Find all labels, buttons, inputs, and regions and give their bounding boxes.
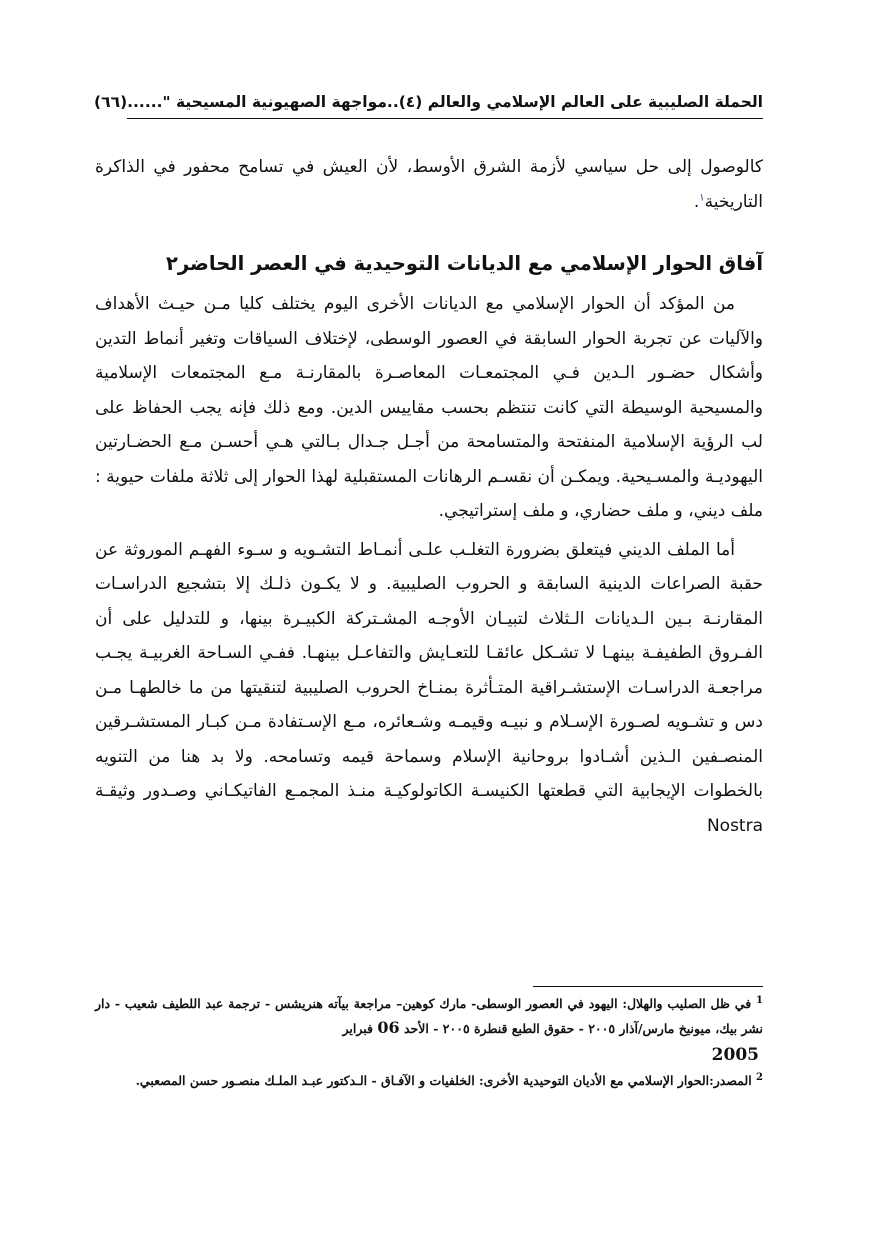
body-text (95, 150, 763, 843)
paragraph-1: من المؤكد أن الحوار الإسلامي مع الديانات الأخرى اليوم يختلف كليا مـن حيـث الأهداف والآليات عن تجربة الحوار السابقة في العصور الوسطى، لإختلاف السياقات وتغير أنماط التدين وأشكال حضـور الـدين فـي المجتمعـات المعاصـرة بالمقارنـة مـع المجتمعات الإسلامية والمسيحية الوسيطة التي كانت تنتظم بحسب مقاييس الدين. ومع ذلك فإنه يجب الحفاظ على لب الرؤية الإسلامية المنفتحة والمتسامحة من أجـل جـدال بـالتي هـي أحسـن مـع الحضـارتين اليهوديـة والمسـيحية. ويمكـن أن نقسـم الرهانات المستقبلية لهذا الحوار إلى ثلاثة ملفات حيوية : ملف ديني، و ملف حضاري، و ملف إستراتيجي. (95, 294, 763, 521)
intro-paragraph (95, 150, 763, 219)
intro-text: كالوصول إلى حل سياسي لأزمة الشرق الأوسط، لأن العيش في تسامح محفور في الذاكرة التاريخية (95, 157, 763, 212)
page-number: (٦٦) (94, 93, 128, 111)
footnote-1-month: فبراير (342, 1021, 374, 1036)
footnote-ref-1[interactable]: ١ (699, 191, 705, 203)
footnote-ref-2[interactable]: ٢ (166, 252, 178, 275)
footnote-1-number: 1 (756, 994, 763, 1006)
section-heading (95, 247, 763, 281)
footnote-1 (95, 992, 763, 1041)
footnote-separator (533, 986, 763, 987)
header-title: الحملة الصليبية على العالم الإسلامي والعالم (٤)..مواجهة الصهيونية المسيحية "...... (127, 93, 763, 111)
footnote-2-text: المصدر:الحوار الإسلامي مع الأديان التوحيدية الأخرى: الخلفيات و الآفـاق - الـدكتور عبـد الملـك منصـور حسن المصعبي. (135, 1073, 752, 1088)
footnotes (95, 992, 763, 1093)
footnote-2 (95, 1069, 763, 1093)
footnote-1-text: في ظل الصليب والهلال: اليهود في العصور الوسطى- مارك كوهين– مراجعة بيآته هنريشس - ترجمة عبد اللطيف شعيب - دار نشر بيك، ميونيخ مارس/آذار ٢٠٠٥ - حقوق الطبع قنطرة ٢٠٠٥ - الأحد (95, 996, 763, 1036)
footnote-2-number: 2 (756, 1071, 763, 1083)
footnote-1-day: 06 (377, 1018, 400, 1037)
section-heading-text: آفاق الحوار الإسلامي مع الديانات التوحيدية في العصر الحاضر (177, 252, 763, 275)
running-header (94, 88, 763, 119)
intro-period: . (693, 191, 700, 212)
footnote-1-year: 2005 (711, 1045, 759, 1065)
paragraph-2: أما الملف الديني فيتعلق بضرورة التغلـب علـى أنمـاط التشـويه و سـوء الفهـم الموروثة عن حقبة الصراعات الدينية السابقة و الحروب الصليبية. و لا يكـون ذلـك إلا بتشجيع الدراسـات المقارنـة بـين الـديانات الـثلاث لتبيـان الأوجـه المشـتركة الكبيـرة بينها، و للتدليل على أن الفـروق الطفيفـة بينهـا لا تشـكل عائقـا للتعـايش والتفاعـل بينهـا. ففـي السـاحة الغربيـة يجـب مراجعـة الدراسـات الإستشـراقية المتـأثرة بمنـاخ الحروب الصليبية لتنقيتها من ما خالطهـا مـن دس و تشـويه لصـورة الإسـلام و نبيـه وقيمـه وشـعائره، مـع الإسـتفادة مـن كبـار المستشـرقين المنصـفين الـذين أشـادوا بروحانية الإسلام وسماحة قيمه وتسامحه. ولا بد هنا من التنويه بالخطوات الإيجابية التي قطعتها الكنيسـة الكاتولوكيـة منـذ المجمـع الفاتيكـاني وصـدور وثيقـة Nostra (95, 539, 763, 836)
